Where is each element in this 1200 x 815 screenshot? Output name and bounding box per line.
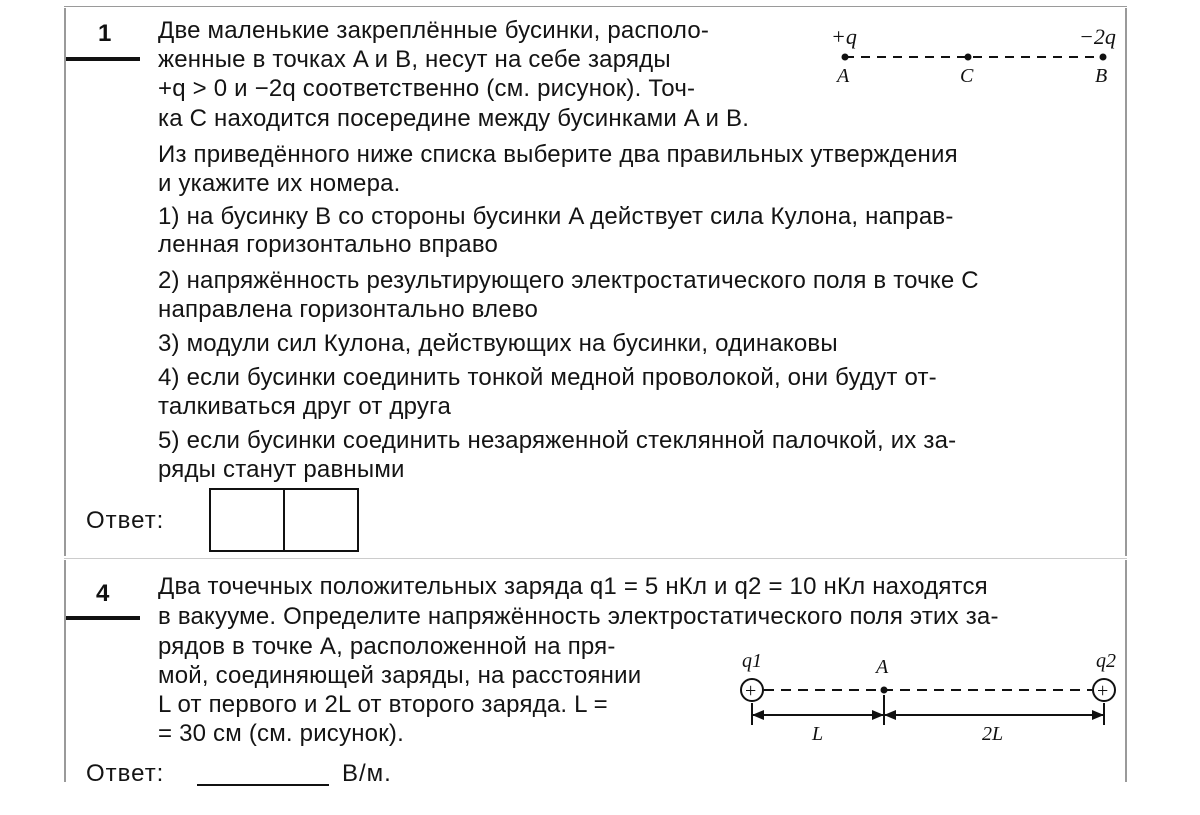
answer-unit: В/м.: [342, 760, 392, 787]
task-number: 4: [96, 580, 110, 607]
point-a: [881, 687, 888, 694]
top-border: [64, 6, 1127, 7]
task-text-line: L от первого и 2L от второго заряда. L =: [158, 691, 608, 718]
plus-sign-q2: +: [1097, 680, 1109, 702]
arrowhead: [1092, 710, 1104, 720]
answer-box-divider: [283, 490, 285, 550]
option-4-line: 4) если бусинки соединить тонкой медной проволокой, они будут от-: [158, 364, 937, 391]
option-3-line: 3) модули сил Кулона, действующих на бусинки, одинаковы: [158, 330, 838, 357]
task-text-line: ка C находится посередине между бусинками A и B.: [158, 105, 750, 132]
arrowhead: [884, 710, 896, 720]
left-border-lower: [64, 560, 66, 782]
option-5-line: 5) если бусинки соединить незаряженной стеклянной палочкой, их за-: [158, 427, 957, 454]
plus-sign-q1: +: [745, 680, 757, 702]
task-text-line: = 30 см (см. рисунок).: [158, 720, 404, 747]
arrowhead: [872, 710, 884, 720]
charges-figure: [815, 20, 1125, 90]
bead-a: [842, 54, 849, 61]
point-c: [965, 54, 972, 61]
option-1-line: 1) на бусинку B со стороны бусинки A действует сила Кулона, направ-: [158, 203, 954, 230]
option-1-line: ленная горизонтально вправо: [158, 231, 499, 258]
answer-label: Ответ:: [86, 507, 165, 534]
task-number: 1: [98, 20, 112, 47]
task-text-line: Две маленькие закреплённые бусинки, располо-: [158, 17, 710, 44]
point-charges-figure: [728, 645, 1128, 745]
point-c-label: C: [960, 65, 974, 87]
answer-blank-line[interactable]: [197, 784, 329, 786]
point-a-label: A: [876, 656, 889, 678]
option-2-line: направлена горизонтально влево: [158, 296, 539, 323]
option-5-line: ряды станут равными: [158, 456, 405, 483]
task-text-line: в вакууме. Определите напряжённость электростатического поля этих за-: [158, 603, 999, 630]
task-text-line: +q > 0 и −2q соответственно (см. рисунок). Точ-: [158, 75, 696, 102]
answer-boxes[interactable]: [209, 488, 359, 552]
distance-l-label: L: [812, 723, 824, 745]
bead-b: [1100, 54, 1107, 61]
point-a-label: A: [837, 65, 850, 87]
task-text-line: Из приведённого ниже списка выберите два правильных утверждения: [158, 141, 958, 168]
charge-b-label: −2q: [1079, 24, 1116, 49]
task-number-underline: [66, 57, 140, 61]
right-border: [1125, 8, 1127, 556]
left-border: [64, 8, 66, 556]
option-2-line: 2) напряжённость результирующего электростатического поля в точке C: [158, 267, 979, 294]
distance-2l-label: 2L: [982, 723, 1004, 745]
point-b-label: B: [1095, 65, 1108, 87]
answer-label: Ответ:: [86, 760, 165, 787]
q2-label: q2: [1096, 650, 1116, 672]
task-text-line: женные в точках A и B, несут на себе заряды: [158, 46, 671, 73]
q1-label: q1: [742, 650, 762, 672]
task-text-line: рядов в точке A, расположенной на пря-: [158, 633, 616, 660]
task-text-line: Два точечных положительных заряда q1 = 5 нКл и q2 = 10 нКл находятся: [158, 573, 988, 600]
section-divider: [64, 558, 1127, 559]
option-4-line: талкиваться друг от друга: [158, 393, 452, 420]
task-text-line: мой, соединяющей заряды, на расстоянии: [158, 662, 642, 689]
task-text-line: и укажите их номера.: [158, 170, 401, 197]
task-number-underline: [66, 616, 140, 620]
charge-a-label: +q: [831, 24, 857, 49]
arrowhead: [752, 710, 764, 720]
